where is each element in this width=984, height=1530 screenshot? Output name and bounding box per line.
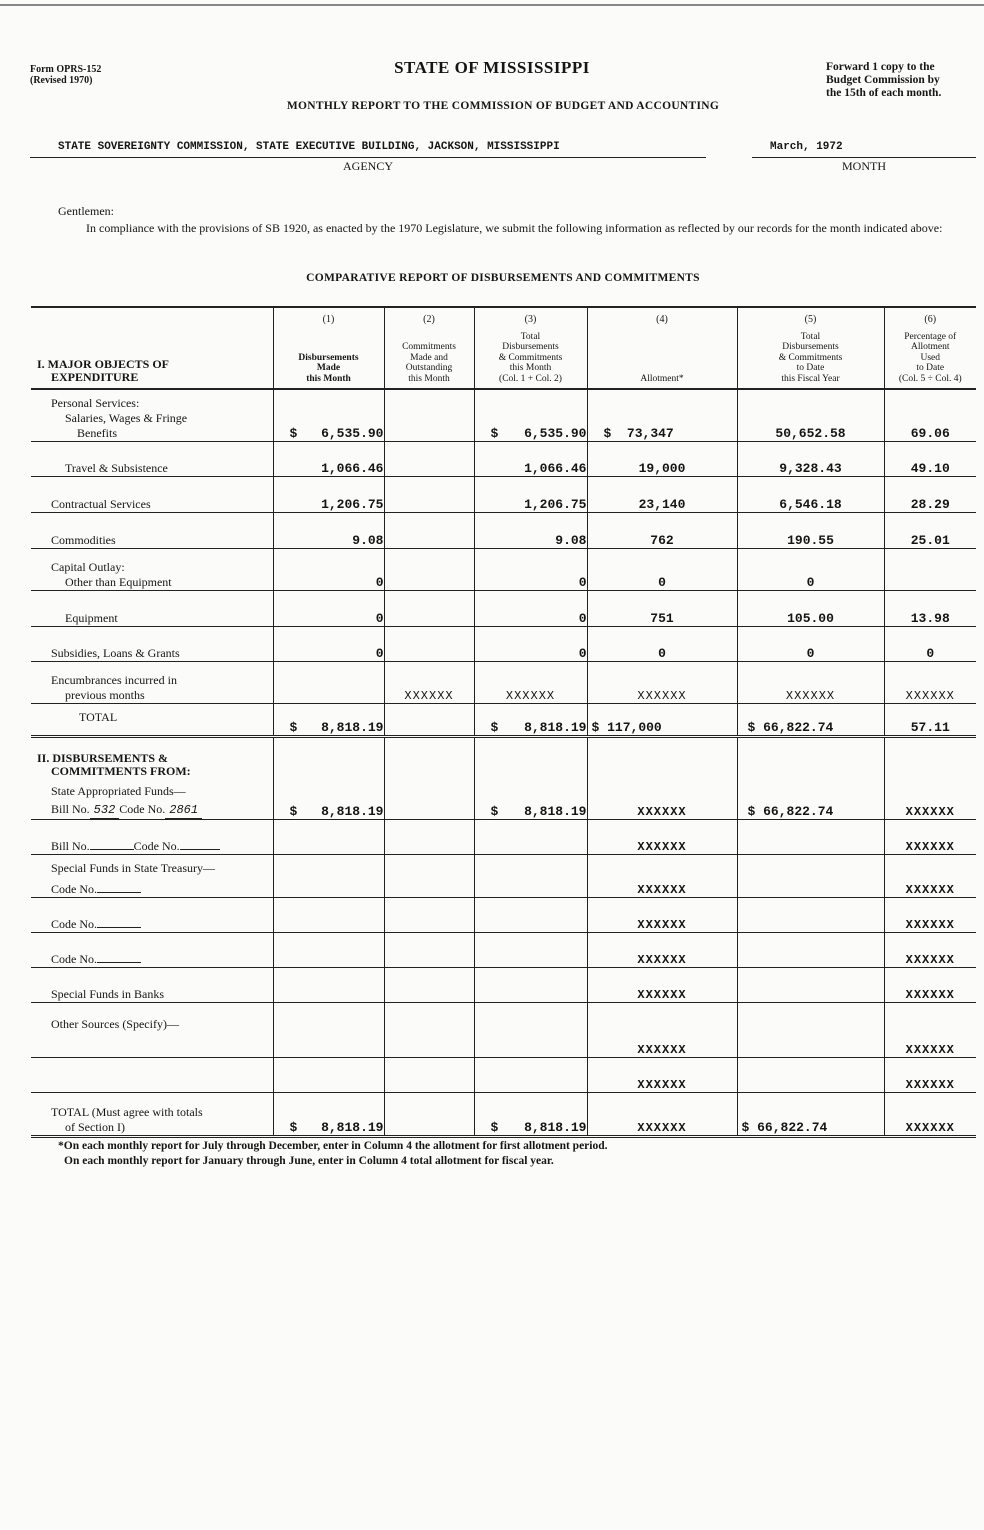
cell-c2 bbox=[384, 626, 474, 661]
code-label: Code No. bbox=[133, 838, 180, 853]
cell-c3: 0 bbox=[474, 626, 587, 661]
col-header-line: Allotment bbox=[910, 342, 950, 352]
cell-c4: XXXXXX bbox=[587, 736, 737, 819]
table-row-contractual bbox=[31, 476, 976, 512]
col-1-header bbox=[273, 307, 384, 389]
col-header-line: & Commitments bbox=[778, 352, 843, 363]
cell-c5: 0 bbox=[737, 626, 884, 661]
cell-c4: XXXXXX bbox=[587, 1057, 737, 1092]
forward-note bbox=[826, 61, 941, 100]
cell-c2 bbox=[384, 967, 474, 1002]
section-2-heading bbox=[31, 752, 273, 784]
row-label-line: Personal Services: bbox=[51, 395, 140, 410]
cell-c6: 69.06 bbox=[884, 389, 976, 441]
bill-number-blank bbox=[90, 839, 134, 850]
dollar-sign: $ bbox=[289, 719, 298, 735]
cell-c3 bbox=[474, 967, 587, 1002]
dollar-sign: $ bbox=[490, 1119, 499, 1135]
cell-c3 bbox=[474, 389, 587, 441]
cell-c6: XXXXXX bbox=[884, 1002, 976, 1057]
row-label-line: State Appropriated Funds— bbox=[51, 783, 186, 798]
cell-c3: 0 bbox=[474, 548, 587, 590]
cell-c1 bbox=[273, 854, 384, 897]
cell-value: 8,818.19 bbox=[524, 1119, 587, 1135]
cell-c2 bbox=[384, 476, 474, 512]
row-label: Travel & Subsistence bbox=[31, 441, 273, 476]
row-label-line: Capital Outlay: bbox=[51, 559, 125, 574]
agency-value: STATE SOVEREIGNTY COMMISSION, STATE EXECUTIVE BUILDING, JACKSON, MISSISSIPPI bbox=[58, 141, 560, 153]
row-label-line: of Section I) bbox=[65, 1119, 125, 1134]
cell-c5: 50,652.58 bbox=[737, 389, 884, 441]
agency-caption: AGENCY bbox=[343, 159, 393, 173]
cell-c2 bbox=[384, 389, 474, 441]
cell-c6: XXXXXX bbox=[884, 736, 976, 819]
cell-c6: 49.10 bbox=[884, 441, 976, 476]
col-header-line: Disbursements bbox=[298, 352, 359, 363]
cell-c2 bbox=[384, 1002, 474, 1057]
cell-c1 bbox=[273, 819, 384, 854]
row-label-line: Encumbrances incurred in bbox=[51, 672, 177, 687]
cell-c6 bbox=[884, 548, 976, 590]
table-header-row bbox=[31, 307, 976, 389]
cell-c6: 13.98 bbox=[884, 590, 976, 626]
form-revision-line: (Revised 1970) bbox=[30, 75, 93, 86]
agency-field bbox=[30, 141, 706, 158]
col-header-line: to Date bbox=[916, 363, 945, 373]
table-row-commodities bbox=[31, 512, 976, 548]
cell-c5: 190.55 bbox=[737, 512, 884, 548]
cell-c3: XXXXXX bbox=[474, 661, 587, 703]
col-number: (3) bbox=[524, 314, 537, 325]
code-number-blank bbox=[97, 882, 141, 893]
cell-c1: 0 bbox=[273, 590, 384, 626]
cell-c4: 0 bbox=[587, 548, 737, 590]
row-label bbox=[31, 932, 273, 967]
cell-value: 66,822.74 bbox=[763, 719, 834, 735]
cell-c4: 23,140 bbox=[587, 476, 737, 512]
row-label bbox=[31, 736, 273, 819]
cell-c1: 1,206.75 bbox=[273, 476, 384, 512]
col-header-line: Total bbox=[800, 331, 821, 342]
cell-c5 bbox=[737, 819, 884, 854]
row-label: Commodities bbox=[31, 512, 273, 548]
cell-value: 8,818.19 bbox=[524, 803, 587, 819]
col-3-header bbox=[474, 307, 587, 389]
forward-note-line: the 15th of each month. bbox=[826, 87, 942, 99]
cell-c4 bbox=[587, 389, 737, 441]
table-row-personal-services bbox=[31, 389, 976, 441]
row-label: Other Sources (Specify)— bbox=[31, 1002, 273, 1057]
section-2-heading-line: II. DISBURSEMENTS & bbox=[37, 750, 169, 765]
page-top-rule bbox=[0, 4, 984, 6]
cell-c2 bbox=[384, 897, 474, 932]
footnote-line: On each monthly report for January through June, enter in Column 4 total allotment for fiscal year. bbox=[64, 1155, 554, 1167]
table-row-appropriated-funds bbox=[31, 736, 976, 819]
code-label: Code No. bbox=[51, 951, 97, 966]
dollar-sign: $ bbox=[490, 425, 499, 441]
cell-c2 bbox=[384, 703, 474, 736]
cell-c2 bbox=[384, 736, 474, 819]
col-header-line: Made and bbox=[410, 352, 448, 363]
row-label bbox=[31, 1057, 273, 1092]
table-row-bill-code bbox=[31, 819, 976, 854]
row-label bbox=[31, 389, 273, 441]
cell-c6: XXXXXX bbox=[884, 819, 976, 854]
cell-c6: XXXXXX bbox=[884, 932, 976, 967]
cell-c5 bbox=[737, 1002, 884, 1057]
dollar-sign: $ bbox=[490, 719, 499, 735]
cell-c1 bbox=[273, 1057, 384, 1092]
col-header-line: Allotment* bbox=[640, 373, 684, 384]
row-label: Special Funds in Banks bbox=[31, 967, 273, 1002]
cell-c3: 9.08 bbox=[474, 512, 587, 548]
cell-value: 8,818.19 bbox=[524, 719, 587, 735]
cell-value: 73,347 bbox=[626, 425, 674, 441]
cell-c5 bbox=[737, 703, 884, 736]
cell-value: 66,822.74 bbox=[757, 1119, 828, 1135]
col-header-line: Used bbox=[920, 352, 941, 363]
row-label: Equipment bbox=[31, 590, 273, 626]
cell-c2 bbox=[384, 441, 474, 476]
cell-c4: 0 bbox=[587, 626, 737, 661]
cell-c1 bbox=[273, 661, 384, 703]
bill-label: Bill No. bbox=[51, 801, 90, 816]
table-row-equipment bbox=[31, 590, 976, 626]
row-label: Subsidies, Loans & Grants bbox=[31, 626, 273, 661]
code-label: Code No. bbox=[119, 801, 166, 816]
cell-c4: XXXXXX bbox=[587, 932, 737, 967]
cell-c3 bbox=[474, 854, 587, 897]
table-row-encumbrances bbox=[31, 661, 976, 703]
col-header-line: (Col. 1 + Col. 2) bbox=[499, 373, 562, 384]
cell-value: 66,822.74 bbox=[763, 803, 834, 819]
cell-c5 bbox=[737, 967, 884, 1002]
col-header-line: Total bbox=[520, 331, 541, 342]
row-label-line: Benefits bbox=[77, 425, 117, 440]
col-number: (1) bbox=[322, 314, 335, 325]
table-row-other-sources-blank bbox=[31, 1057, 976, 1092]
cell-c1 bbox=[273, 897, 384, 932]
table-row-subsidies bbox=[31, 626, 976, 661]
cell-c1 bbox=[273, 967, 384, 1002]
row-label-line: previous months bbox=[65, 687, 145, 702]
col-4-header bbox=[587, 307, 737, 389]
col-header-line: this Month bbox=[509, 363, 552, 373]
row-label bbox=[31, 897, 273, 932]
cell-c4: 762 bbox=[587, 512, 737, 548]
col-header-line: this Month bbox=[408, 373, 450, 384]
cell-c5 bbox=[737, 897, 884, 932]
col-number: (5) bbox=[804, 314, 817, 325]
cell-c6: XXXXXX bbox=[884, 1057, 976, 1092]
cell-c5 bbox=[737, 1092, 884, 1136]
forward-note-line: Budget Commission by bbox=[826, 74, 940, 86]
cell-c4: XXXXXX bbox=[587, 661, 737, 703]
cell-c4: XXXXXX bbox=[587, 854, 737, 897]
month-field bbox=[752, 141, 976, 158]
code-number-blank bbox=[97, 917, 141, 928]
code-number-blank bbox=[180, 839, 220, 850]
state-title: STATE OF MISSISSIPPI bbox=[394, 58, 590, 77]
cell-c1: 9.08 bbox=[273, 512, 384, 548]
cell-c6: XXXXXX bbox=[884, 897, 976, 932]
cell-c5: 105.00 bbox=[737, 590, 884, 626]
section-1-heading bbox=[31, 307, 273, 389]
row-label-line: Salaries, Wages & Fringe bbox=[65, 410, 188, 425]
cell-value: 8,818.19 bbox=[321, 719, 384, 735]
cell-value: 8,818.19 bbox=[321, 1119, 384, 1135]
row-label-line: Special Funds in State Treasury— bbox=[51, 860, 215, 875]
row-label-line: TOTAL (Must agree with totals bbox=[51, 1104, 203, 1119]
cell-value: 117,000 bbox=[607, 719, 662, 735]
cell-value: 8,818.19 bbox=[321, 803, 384, 819]
table-row-total-section-2 bbox=[31, 1092, 976, 1136]
disbursements-table bbox=[31, 306, 976, 1138]
col-6-header bbox=[884, 307, 976, 389]
footnote-line: *On each monthly report for July through December, enter in Column 4 the allotment for first allotment period. bbox=[58, 1140, 608, 1152]
cell-c3 bbox=[474, 1092, 587, 1136]
col-header-line: Made bbox=[316, 363, 341, 373]
cell-c3 bbox=[474, 932, 587, 967]
cell-c1 bbox=[273, 736, 384, 819]
cell-c5 bbox=[737, 932, 884, 967]
col-header-line: Percentage of bbox=[904, 331, 957, 342]
row-label bbox=[31, 819, 273, 854]
cell-c5: XXXXXX bbox=[737, 661, 884, 703]
dollar-sign: $ bbox=[603, 425, 612, 441]
cell-c4: XXXXXX bbox=[587, 1092, 737, 1136]
dollar-sign: $ bbox=[747, 719, 756, 735]
row-label: Contractual Services bbox=[31, 476, 273, 512]
dollar-sign: $ bbox=[289, 425, 298, 441]
cell-c1 bbox=[273, 932, 384, 967]
section-1-heading-line: EXPENDITURE bbox=[51, 370, 139, 384]
table-row-total-section-1 bbox=[31, 703, 976, 736]
cell-c2: XXXXXX bbox=[384, 661, 474, 703]
code-number-blank bbox=[97, 952, 141, 963]
col-number: (4) bbox=[656, 314, 668, 325]
cell-c5 bbox=[737, 854, 884, 897]
cell-c4: XXXXXX bbox=[587, 819, 737, 854]
col-header-line: Disbursements bbox=[782, 342, 839, 352]
cell-c1: 0 bbox=[273, 626, 384, 661]
cell-c6: 57.11 bbox=[884, 703, 976, 736]
table-row-code bbox=[31, 897, 976, 932]
row-label bbox=[31, 548, 273, 590]
cell-c1: 1,066.46 bbox=[273, 441, 384, 476]
col-header-line: to Date bbox=[796, 363, 825, 373]
cell-c3 bbox=[474, 897, 587, 932]
cell-c1 bbox=[273, 389, 384, 441]
row-label bbox=[31, 854, 273, 897]
col-header-line: Outstanding bbox=[405, 363, 453, 373]
cell-c3 bbox=[474, 703, 587, 736]
row-label bbox=[31, 661, 273, 703]
bill-label: Bill No. bbox=[51, 838, 90, 853]
cell-c6: 28.29 bbox=[884, 476, 976, 512]
row-label bbox=[31, 1092, 273, 1136]
cell-c6: XXXXXX bbox=[884, 661, 976, 703]
code-number: 2861 bbox=[165, 803, 202, 819]
col-header-line: (Col. 5 ÷ Col. 4) bbox=[898, 373, 962, 384]
cell-c6: XXXXXX bbox=[884, 1092, 976, 1136]
cell-c6: 0 bbox=[884, 626, 976, 661]
report-title: MONTHLY REPORT TO THE COMMISSION OF BUDGET AND ACCOUNTING bbox=[286, 100, 720, 112]
col-number: (2) bbox=[423, 314, 435, 325]
code-label: Code No. bbox=[51, 881, 97, 896]
table-row-capital-outlay bbox=[31, 548, 976, 590]
bill-code-line bbox=[31, 799, 273, 819]
cell-c3: 1,066.46 bbox=[474, 441, 587, 476]
cell-c1: 0 bbox=[273, 548, 384, 590]
cell-c5: 0 bbox=[737, 548, 884, 590]
col-header-line: Disbursements bbox=[502, 342, 559, 352]
cell-c5 bbox=[737, 1057, 884, 1092]
section-2-heading-line: COMMITMENTS FROM: bbox=[51, 763, 191, 778]
dollar-sign: $ bbox=[591, 719, 600, 735]
month-value: March, 1972 bbox=[770, 141, 843, 153]
intro-paragraph: In compliance with the provisions of SB 1920, as enacted by the 1970 Legislature, we submit the following information as reflected by our records for the month indicated above: bbox=[86, 221, 943, 235]
col-number: (6) bbox=[924, 314, 937, 325]
cell-c2 bbox=[384, 819, 474, 854]
footnote bbox=[58, 1139, 608, 1169]
dollar-sign: $ bbox=[289, 1119, 298, 1135]
col-header-line: & Commitments bbox=[498, 352, 563, 363]
table-row-other-sources bbox=[31, 1002, 976, 1057]
cell-c3 bbox=[474, 819, 587, 854]
cell-c5 bbox=[737, 736, 884, 819]
bill-number: 532 bbox=[90, 803, 120, 819]
dollar-sign: $ bbox=[490, 803, 499, 819]
col-2-header bbox=[384, 307, 474, 389]
col-header-line: this Fiscal Year bbox=[781, 373, 840, 384]
cell-c3 bbox=[474, 1057, 587, 1092]
cell-c2 bbox=[384, 1092, 474, 1136]
row-label: TOTAL bbox=[31, 703, 273, 736]
table-row-code bbox=[31, 932, 976, 967]
salutation: Gentlemen: bbox=[58, 204, 114, 218]
dollar-sign: $ bbox=[289, 803, 298, 819]
cell-c5: 6,546.18 bbox=[737, 476, 884, 512]
forward-note-line: Forward 1 copy to the bbox=[826, 61, 935, 73]
cell-c4: 751 bbox=[587, 590, 737, 626]
table-row-special-funds-treasury bbox=[31, 854, 976, 897]
cell-value: 6,535.90 bbox=[524, 425, 587, 441]
cell-c1 bbox=[273, 703, 384, 736]
month-caption: MONTH bbox=[842, 159, 886, 173]
cell-c6: 25.01 bbox=[884, 512, 976, 548]
cell-c6: XXXXXX bbox=[884, 854, 976, 897]
cell-c1 bbox=[273, 1002, 384, 1057]
table-row-travel bbox=[31, 441, 976, 476]
cell-c3 bbox=[474, 736, 587, 819]
cell-c4 bbox=[587, 703, 737, 736]
col-header-line: this Month bbox=[306, 373, 351, 384]
cell-c2 bbox=[384, 1057, 474, 1092]
col-5-header bbox=[737, 307, 884, 389]
cell-c5: 9,328.43 bbox=[737, 441, 884, 476]
cell-c6: XXXXXX bbox=[884, 967, 976, 1002]
table-row-special-funds-banks bbox=[31, 967, 976, 1002]
col-header-line: Commitments bbox=[402, 342, 456, 352]
cell-c3 bbox=[474, 1002, 587, 1057]
cell-c2 bbox=[384, 590, 474, 626]
cell-c4: XXXXXX bbox=[587, 967, 737, 1002]
dollar-sign: $ bbox=[741, 1119, 750, 1135]
cell-c1 bbox=[273, 1092, 384, 1136]
cell-c4: XXXXXX bbox=[587, 1002, 737, 1057]
cell-c2 bbox=[384, 932, 474, 967]
cell-c2 bbox=[384, 512, 474, 548]
row-label-line: Other than Equipment bbox=[65, 574, 172, 589]
cell-c4: 19,000 bbox=[587, 441, 737, 476]
cell-c4: XXXXXX bbox=[587, 897, 737, 932]
cell-c3: 1,206.75 bbox=[474, 476, 587, 512]
cell-value: 6,535.90 bbox=[321, 425, 384, 441]
code-label: Code No. bbox=[51, 916, 97, 931]
form-number-line: Form OPRS-152 bbox=[30, 64, 102, 75]
cell-c3: 0 bbox=[474, 590, 587, 626]
dollar-sign: $ bbox=[747, 803, 756, 819]
cell-c2 bbox=[384, 548, 474, 590]
comparative-report-title: COMPARATIVE REPORT OF DISBURSEMENTS AND COMMITMENTS bbox=[306, 272, 700, 284]
section-1-heading-line: I. MAJOR OBJECTS OF bbox=[37, 357, 170, 371]
cell-c2 bbox=[384, 854, 474, 897]
